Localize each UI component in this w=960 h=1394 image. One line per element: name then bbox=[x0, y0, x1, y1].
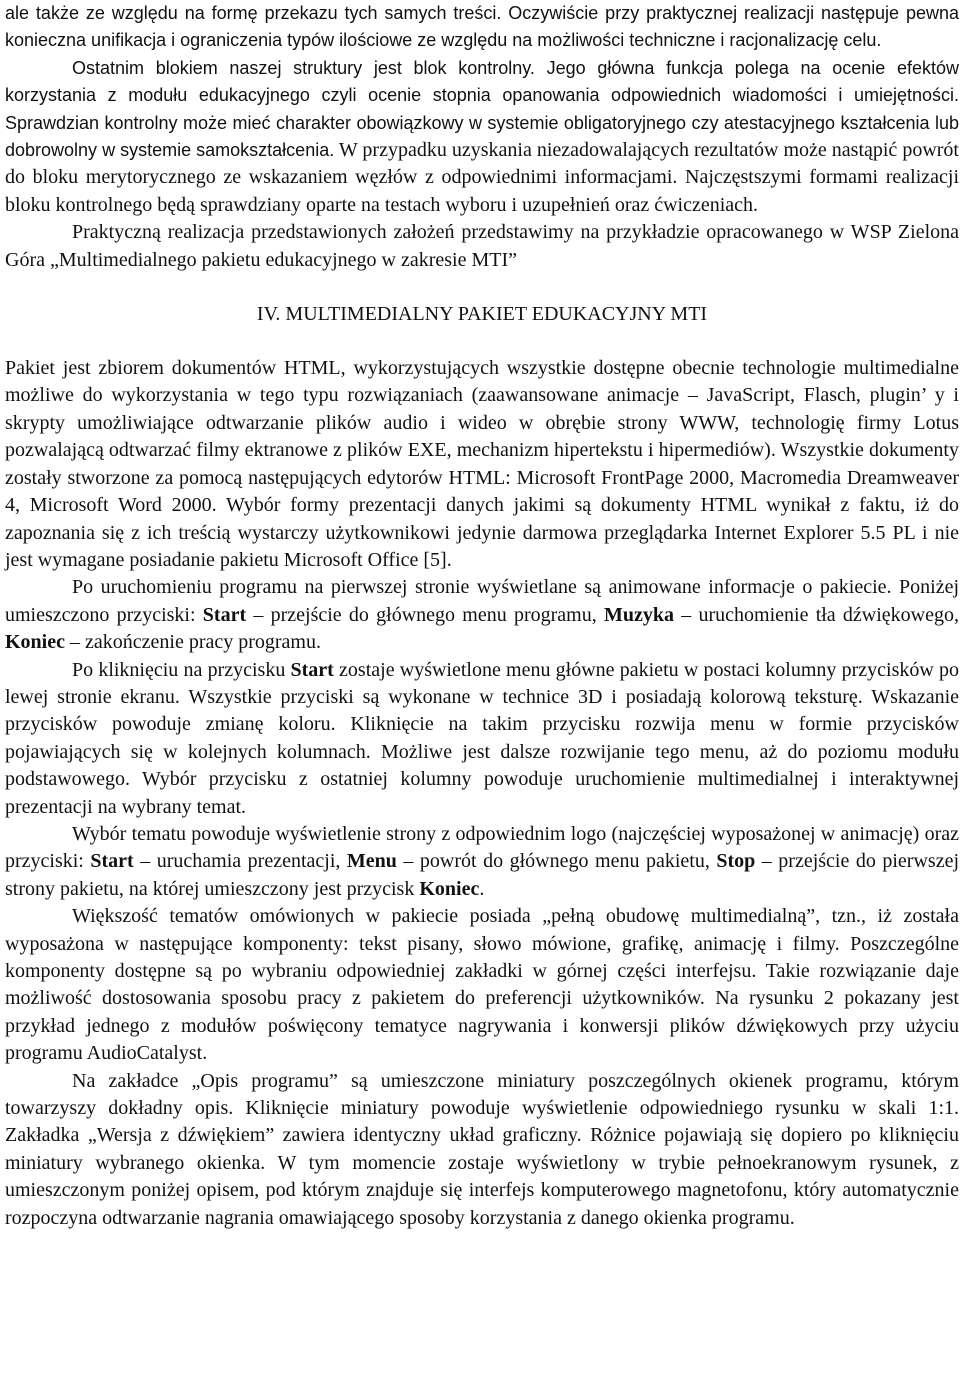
control-block-text-serif: W przypadku uzyskania niezadowalających rezultatów może nastąpić powrót do bloku merytorycznego ze wskazaniem węzłów z odpowiednimi informacjami. Najczęstszymi formami realizacji bloku kontrolnego będą sprawdziany oparte na testach wyboru i uzupełnień oraz ćwiczeniach. bbox=[5, 139, 959, 216]
text-span: – powrót do głównego menu pakietu, bbox=[396, 850, 717, 873]
section-heading: IV. MULTIMEDIALNY PAKIET EDUKACYJNY MTI bbox=[256, 303, 708, 326]
text-span: – uruchomienie tła dźwiękowego, bbox=[673, 603, 960, 626]
menu-keyword: Menu bbox=[346, 850, 397, 873]
paragraph-program-description: Na zakładce „Opis programu” są umieszczone miniatury poszczególnych okienek programu, którym towarzyszy dokładny opis. Kliknięcie miniatury powoduje wyświetlenie odpowiedniego rysunku w skali 1:1. Zakładka „Wersja z dźwiękiem” zawiera identyczny układ graficzny. Różnice pojawiają się dopiero po kliknięciu miniatury wybranego okienka. W tym momencie zostaje wyświetlony w trybie pełnoekranowym rysunek, z umieszczonym poniżej opisem, pod którym znajduje się interfejs komputerowego magnetofonu, który automatycznie rozpoczyna odtwarzanie nagrania omawiającego sposoby korzystania z danego okienka programu. bbox=[5, 1069, 959, 1229]
paragraph-main-menu bbox=[5, 657, 959, 821]
text-span: zostaje wyświetlone menu główne pakietu w postaci kolumny przycisków po lewej stronie ekranu. Wszystkie przyciski są wykonane w technice 3D i posiadają kolorową teksturę. Wskazanie przycisków powoduje zmianę koloru. Kliknięcie na takim przycisku rozwija menu w formie przycisków pojawiających się w kolejnych kolumnach. Możliwe jest dalsze rozwijanie tego menu, aż do poziomu modułu podstawowego. Wybór przycisku z ostatniej kolumny powoduje uruchomienie multimedialnej i interaktywnej prezentacji na wybrany temat. bbox=[5, 658, 959, 818]
paragraph-practical-realization: Praktyczną realizacja przedstawionych założeń przedstawimy na przykładzie opracowanego w WSP Zielona Góra „Multimedialnego pakietu edukacyjnego w zakresie MTI” bbox=[5, 221, 959, 271]
paragraph-continuation: ale także ze względu na formę przekazu tych samych treści. Oczywiście przy praktycznej realizacji następuje pewna konieczna unifikacja i ograniczenia typów ilościowe ze względu na możliwości techniczne i racjonalizację celu. bbox=[5, 3, 959, 51]
text-span: Wybór tematu powoduje wyświetlenie strony z odpowiednim logo (najczęściej wyposażonej w animację) oraz przyciski: bbox=[5, 822, 959, 873]
paragraph-control-block bbox=[5, 55, 959, 219]
paragraph-first-page bbox=[5, 574, 959, 656]
text-span: . bbox=[479, 877, 485, 900]
koniec-keyword: Koniec bbox=[419, 877, 480, 900]
control-block-text: Ostatnim blokiem naszej struktury jest blok kontrolny. Jego główna funkcja polega na ocenie efektów korzystania z modułu edukacyjnego czyli ocenie stopnia opanowania odpowiednich wiadomości i umiejętności. Sprawdzian kontrolny może mieć charakter obowiązkowy w systemie obligatoryjnego czy atestacyjnego kształcenia lub dobrowolny w systemie samokształcenia. bbox=[5, 57, 959, 161]
start-keyword: Start bbox=[202, 603, 247, 626]
text-span: – uruchamia prezentacji, bbox=[133, 850, 347, 873]
document-page bbox=[5, 0, 959, 1232]
text-span: – zakończenie pracy programu. bbox=[65, 631, 321, 654]
paragraph-topic-selection bbox=[5, 821, 959, 903]
stop-keyword: Stop bbox=[716, 850, 756, 873]
start-keyword: Start bbox=[290, 658, 334, 681]
text-span: – przejście do pierwszej strony pakietu, na której umieszczony jest przycisk bbox=[5, 850, 959, 900]
koniec-keyword: Koniec bbox=[5, 631, 65, 654]
muzyka-keyword: Muzyka bbox=[603, 603, 674, 626]
start-keyword: Start bbox=[90, 850, 134, 873]
paragraph-multimedia-components: Większość tematów omówionych w pakiecie posiada „pełną obudowę multimedialną”, tzn., iż została wyposażona w następujące komponenty: tekst pisany, słowo mówione, grafikę, animację i filmy. Poszczególne komponenty dostępne są po wybraniu odpowiedniej zakładki w górnej części interfejsu. Takie rozwiązanie daje możliwość dostosowania sposobu pracy z pakietem do preferencji użytkowników. Na rysunku 2 pokazany jest przykład jednego z modułów poświęcony tematyce nagrywania i konwersji plików dźwiękowych przy użyciu programu AudioCatalyst. bbox=[5, 905, 959, 1065]
text-span: Po uruchomieniu programu na pierwszej stronie wyświetlane są animowane informacje o pakiecie. Poniżej umieszczono przyciski: bbox=[5, 576, 959, 626]
paragraph-package-description: Pakiet jest zbiorem dokumentów HTML, wykorzystujących wszystkie dostępne obecnie technologie multimedialne możliwe do wykorzystania w tego typu rozwiązaniach (zaawansowane animacje – JavaScript, Flasch, plugin’ y i skrypty umożliwiające odtwarzanie plików audio i wideo w obrębie strony WWW, technologię firmy Lotus pozwalającą odtwarzać filmy ektranowe z plików EXE, mechanizm hipertekstu i hipermediów). Wszystkie dokumenty zostały stworzone za pomocą następujących edytorów HTML: Microsoft FrontPage 2000, Macromedia Dreamweaver 4, Microsoft Word 2000. Wybór formy prezentacji danych jakimi są dokumenty HTML wynikał z faktu, iż do zapoznania się z ich treścią wystarczy użytkownikowi jedynie darmowa przeglądarka Internet Explorer 5.5 PL i nie jest wymagane posiadanie pakietu Microsoft Office [5]. bbox=[5, 357, 959, 571]
text-span: – przejście do głównego menu programu, bbox=[246, 603, 604, 626]
text-span: Po kliknięciu na przycisku bbox=[72, 658, 291, 681]
